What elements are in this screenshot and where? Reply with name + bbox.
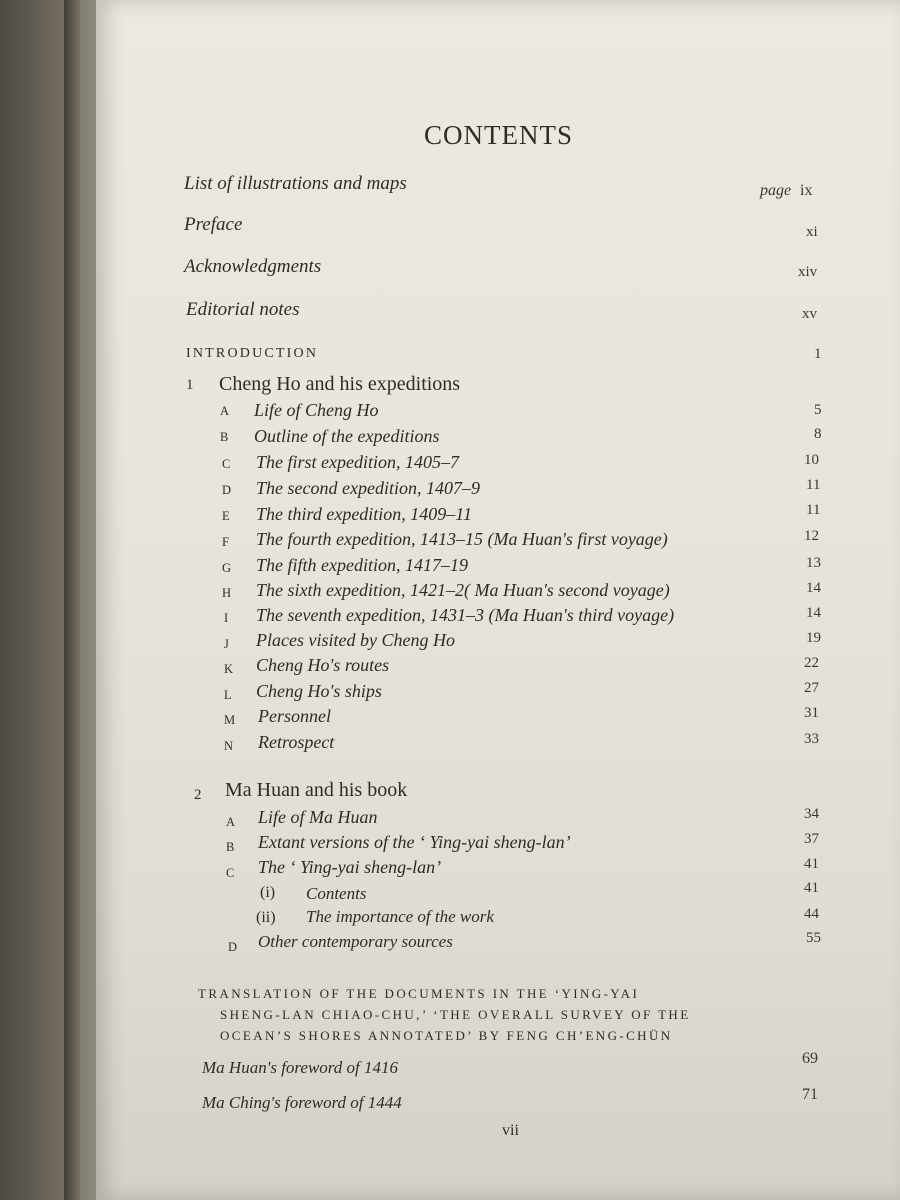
page-number: 71	[802, 1086, 818, 1103]
entry-letter: L	[224, 688, 233, 702]
page-number: 27	[804, 680, 819, 696]
entry-letter: C	[222, 457, 231, 471]
page-edge	[64, 0, 80, 1200]
page-title: CONTENTS	[424, 120, 573, 150]
entry-letter: B	[220, 430, 229, 444]
toc-entry: Life of Cheng Ho	[254, 400, 379, 420]
page-number: 41	[804, 856, 819, 872]
page-number: 69	[802, 1050, 818, 1067]
toc-entry-illustrations: List of illustrations and maps	[184, 173, 407, 194]
section-translation-line-1: TRANSLATION OF THE DOCUMENTS IN THE ‘YING-YAI	[198, 986, 640, 1001]
entry-letter: K	[224, 662, 234, 676]
page-number: 31	[804, 705, 819, 721]
entry-letter: A	[226, 815, 236, 829]
toc-entry: The third expedition, 1409–11	[256, 504, 472, 524]
toc-entry-acknowledgments: Acknowledgments	[184, 256, 322, 277]
toc-entry-foreword-1416: Ma Huan's foreword of 1416	[202, 1058, 398, 1077]
part-number: 1	[186, 377, 194, 393]
page-number: 8	[814, 426, 822, 442]
page-number: xv	[802, 306, 817, 322]
page-number: 13	[806, 555, 821, 571]
toc-entry: Places visited by Cheng Ho	[256, 630, 455, 650]
toc-entry: Cheng Ho's routes	[256, 655, 390, 675]
page-number: 14	[806, 605, 821, 621]
toc-entry: Retrospect	[258, 732, 335, 752]
page-number: 5	[814, 402, 822, 418]
entry-letter: B	[226, 840, 235, 854]
entry-letter: A	[220, 404, 230, 418]
entry-letter: C	[226, 866, 235, 880]
page-number: 19	[806, 630, 821, 646]
toc-entry: The ‘ Ying-yai sheng-lan’	[258, 857, 442, 877]
page-number: 55	[806, 930, 821, 946]
subentry-number: (i)	[260, 884, 276, 901]
page-number: ix	[800, 182, 813, 199]
toc-entry: Life of Ma Huan	[258, 807, 378, 827]
toc-entry: The second expedition, 1407–9	[256, 478, 480, 498]
part-title: Cheng Ho and his expeditions	[219, 373, 461, 395]
section-translation-line-2: SHENG-LAN CHIAO-CHU,’ ‘THE OVERALL SURVEY OF THE	[220, 1007, 691, 1022]
page-number: 12	[804, 528, 819, 544]
page-number: xi	[806, 224, 818, 240]
page-number: 11	[806, 502, 821, 518]
toc-subentry: Contents	[306, 884, 367, 903]
toc-entry: Extant versions of the ‘ Ying-yai sheng-lan’	[258, 832, 571, 852]
toc-entry: Cheng Ho's ships	[256, 681, 382, 701]
entry-letter: N	[224, 739, 234, 753]
toc-entry-preface: Preface	[184, 214, 243, 235]
page-number: 37	[804, 831, 819, 847]
page-number: 11	[806, 477, 821, 493]
folio-page-number: vii	[502, 1122, 519, 1139]
entry-letter: D	[222, 483, 232, 497]
page-number: xiv	[798, 264, 818, 280]
page-number: 33	[804, 731, 819, 747]
entry-letter: H	[222, 586, 232, 600]
toc-entry: The sixth expedition, 1421–2( Ma Huan's second voyage)	[256, 580, 670, 600]
entry-letter: G	[222, 561, 232, 575]
entry-letter: D	[228, 940, 238, 954]
page-number: 34	[804, 806, 819, 822]
toc-entry: Other contemporary sources	[258, 932, 453, 951]
section-introduction: INTRODUCTION	[186, 346, 319, 361]
subentry-number: (ii)	[256, 909, 276, 926]
page-number: 14	[806, 580, 821, 596]
entry-letter: I	[224, 611, 229, 625]
page-number: 44	[804, 906, 819, 922]
page-prefix: page	[760, 182, 792, 199]
part-number: 2	[194, 787, 202, 803]
toc-entry: The seventh expedition, 1431–3 (Ma Huan's third voyage)	[256, 605, 675, 625]
part-title: Ma Huan and his book	[225, 779, 408, 801]
toc-entry-foreword-1444: Ma Ching's foreword of 1444	[202, 1093, 402, 1112]
section-translation-line-3: OCEAN’S SHORES ANNOTATED’ BY FENG CH’ENG-CHÜN	[220, 1028, 673, 1043]
page-number: 41	[804, 880, 819, 896]
entry-letter: M	[224, 713, 236, 727]
toc-entry: The first expedition, 1405–7	[256, 452, 459, 472]
page-number: 22	[804, 655, 819, 671]
toc-entry: The fifth expedition, 1417–19	[256, 555, 468, 575]
toc-entry: Outline of the expeditions	[254, 426, 440, 446]
entry-letter: J	[224, 637, 230, 651]
page-number: 1	[814, 346, 822, 362]
page-number: 10	[804, 452, 819, 468]
entry-letter: F	[222, 535, 230, 549]
toc-entry-editorial-notes: Editorial notes	[186, 299, 300, 320]
entry-letter: E	[222, 509, 231, 523]
toc-subentry: The importance of the work	[306, 907, 494, 926]
toc-entry: Personnel	[258, 706, 331, 726]
toc-entry: The fourth expedition, 1413–15 (Ma Huan's first voyage)	[256, 529, 668, 549]
